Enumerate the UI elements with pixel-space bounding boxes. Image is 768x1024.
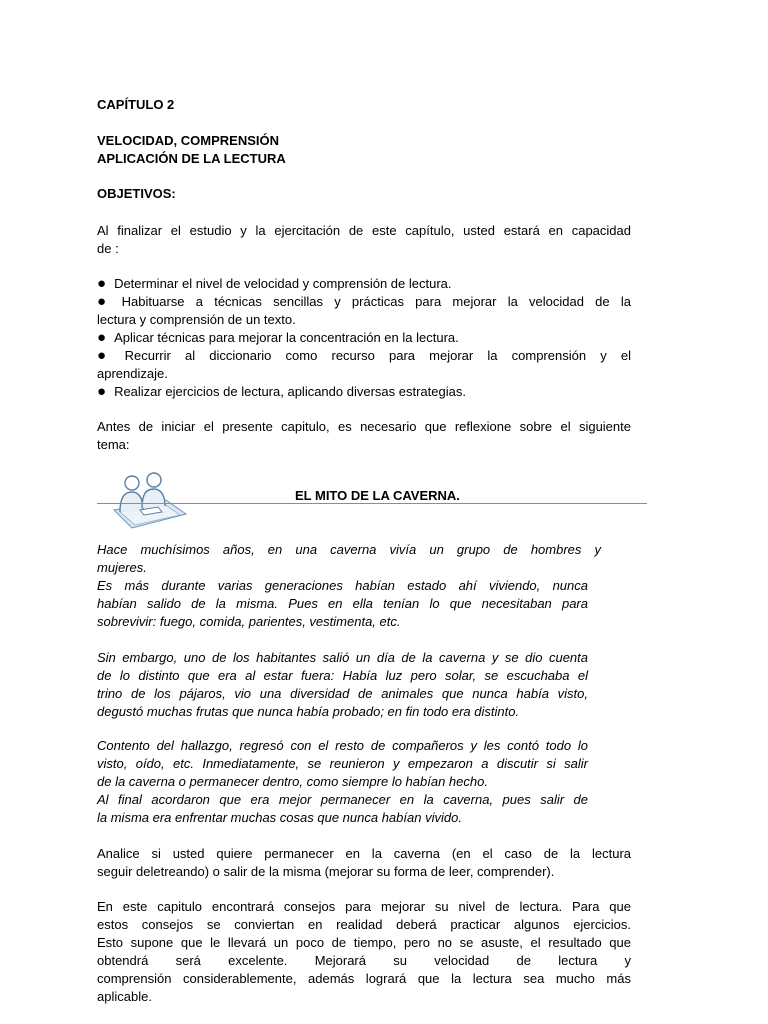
story-line: la misma era enfrentar muchas cosas que nunca habían vivido. xyxy=(97,810,462,825)
bullet-icon: ● xyxy=(97,383,107,400)
story-line: Hace muchísimos años, en una caverna vivía un grupo de hombres y xyxy=(97,542,601,557)
objectives-heading: OBJETIVOS: xyxy=(97,186,176,201)
objective-item-2-cont: lectura y comprensión de un texto. xyxy=(97,312,296,327)
before-paragraph xyxy=(97,418,631,454)
before-line-2: tema: xyxy=(97,437,130,452)
objective-item-2 xyxy=(97,293,631,311)
story-line: visto, oído, etc. Inmediatamente, se reunieron y empezaron a discutir si salir xyxy=(97,756,588,771)
story-line: mujeres. xyxy=(97,560,147,575)
objective-text: Determinar el nivel de velocidad y comprensión de lectura. xyxy=(114,276,452,291)
intro-line-1: Al finalizar el estudio y la ejercitación de este capítulo, usted estará en capacidad xyxy=(97,223,631,238)
objective-item-5 xyxy=(97,383,631,401)
analyze-line-1: Analice si usted quiere permanecer en la caverna (en el caso de la lectura xyxy=(97,846,631,861)
before-line-1: Antes de iniciar el presente capitulo, es necesario que reflexione sobre el siguiente xyxy=(97,419,631,434)
reading-people-icon xyxy=(110,470,190,532)
objective-text: Habituarse a técnicas sencillas y prácticas para mejorar la velocidad de la xyxy=(121,294,631,309)
objectives-list xyxy=(97,275,631,401)
objective-text: Aplicar técnicas para mejorar la concentración en la lectura. xyxy=(114,330,459,345)
chapter-title xyxy=(97,132,631,168)
chapter-label: CAPÍTULO 2 xyxy=(97,97,175,112)
section-divider xyxy=(97,503,647,504)
intro-line-2: de : xyxy=(97,241,119,256)
story-paragraph-1b xyxy=(97,577,588,631)
analyze-line-2: seguir deletreando) o salir de la misma (mejorar su forma de leer, comprender). xyxy=(97,864,555,879)
section-heading: EL MITO DE LA CAVERNA. xyxy=(295,488,460,503)
analyze-paragraph xyxy=(97,845,631,881)
objective-item-1 xyxy=(97,275,631,293)
closing-line: comprensión considerablemente, además logrará que la lectura sea mucho más xyxy=(97,971,631,986)
objective-item-4-cont: aprendizaje. xyxy=(97,366,168,381)
story-line: trino de los pájaros, vio una diversidad de animales que nunca había visto, xyxy=(97,686,588,701)
story-line: Al final acordaron que era mejor permanecer en la caverna, pues salir de xyxy=(97,792,588,807)
chapter-title-line-2: APLICACIÓN DE LA LECTURA xyxy=(97,151,286,166)
story-line: de lo distinto que era al estar fuera: Había luz pero solar, se escuchaba el xyxy=(97,668,588,683)
closing-line: obtendrá será excelente. Mejorará su velocidad de lectura y xyxy=(97,953,631,968)
closing-paragraph xyxy=(97,898,631,1006)
chapter-title-line-1: VELOCIDAD, COMPRENSIÓN xyxy=(97,133,280,148)
objective-item-4 xyxy=(97,347,631,365)
intro-paragraph xyxy=(97,222,631,258)
bullet-icon: ● xyxy=(97,329,107,346)
closing-line: aplicable. xyxy=(97,989,152,1004)
objective-item-3 xyxy=(97,329,631,347)
story-paragraph-3 xyxy=(97,737,588,827)
bullet-icon: ● xyxy=(97,347,117,364)
story-line: Sin embargo, uno de los habitantes salió un día de la caverna y se dio cuenta xyxy=(97,650,588,665)
story-line: habían salido de la misma. Pues en ella tenían lo que necesitaban para xyxy=(97,596,588,611)
story-paragraph-2 xyxy=(97,649,588,721)
bullet-icon: ● xyxy=(97,293,114,310)
story-line: degustó muchas frutas que nunca había probado; en fin todo era distinto. xyxy=(97,704,520,719)
story-paragraph-1 xyxy=(97,541,601,577)
closing-line: En este capitulo encontrará consejos para mejorar su nivel de lectura. Para que xyxy=(97,899,631,914)
closing-line: Esto supone que le llevará un poco de tiempo, pero no se asuste, el resultado que xyxy=(97,935,631,950)
story-line: Contento del hallazgo, regresó con el resto de compañeros y les contó todo lo xyxy=(97,738,588,753)
objective-text: Realizar ejercicios de lectura, aplicando diversas estrategias. xyxy=(114,384,466,399)
bullet-icon: ● xyxy=(97,275,107,292)
story-line: de la caverna o permanecer dentro, como siempre lo habían hecho. xyxy=(97,774,488,789)
closing-line: estos consejos se conviertan en realidad deberá practicar algunos ejercicios. xyxy=(97,917,631,932)
story-line: sobrevivir: fuego, comida, parientes, vestimenta, etc. xyxy=(97,614,401,629)
objective-text: Recurrir al diccionario como recurso para mejorar la comprensión y el xyxy=(124,348,631,363)
story-line: Es más durante varias generaciones habían estado ahí viviendo, nunca xyxy=(97,578,588,593)
